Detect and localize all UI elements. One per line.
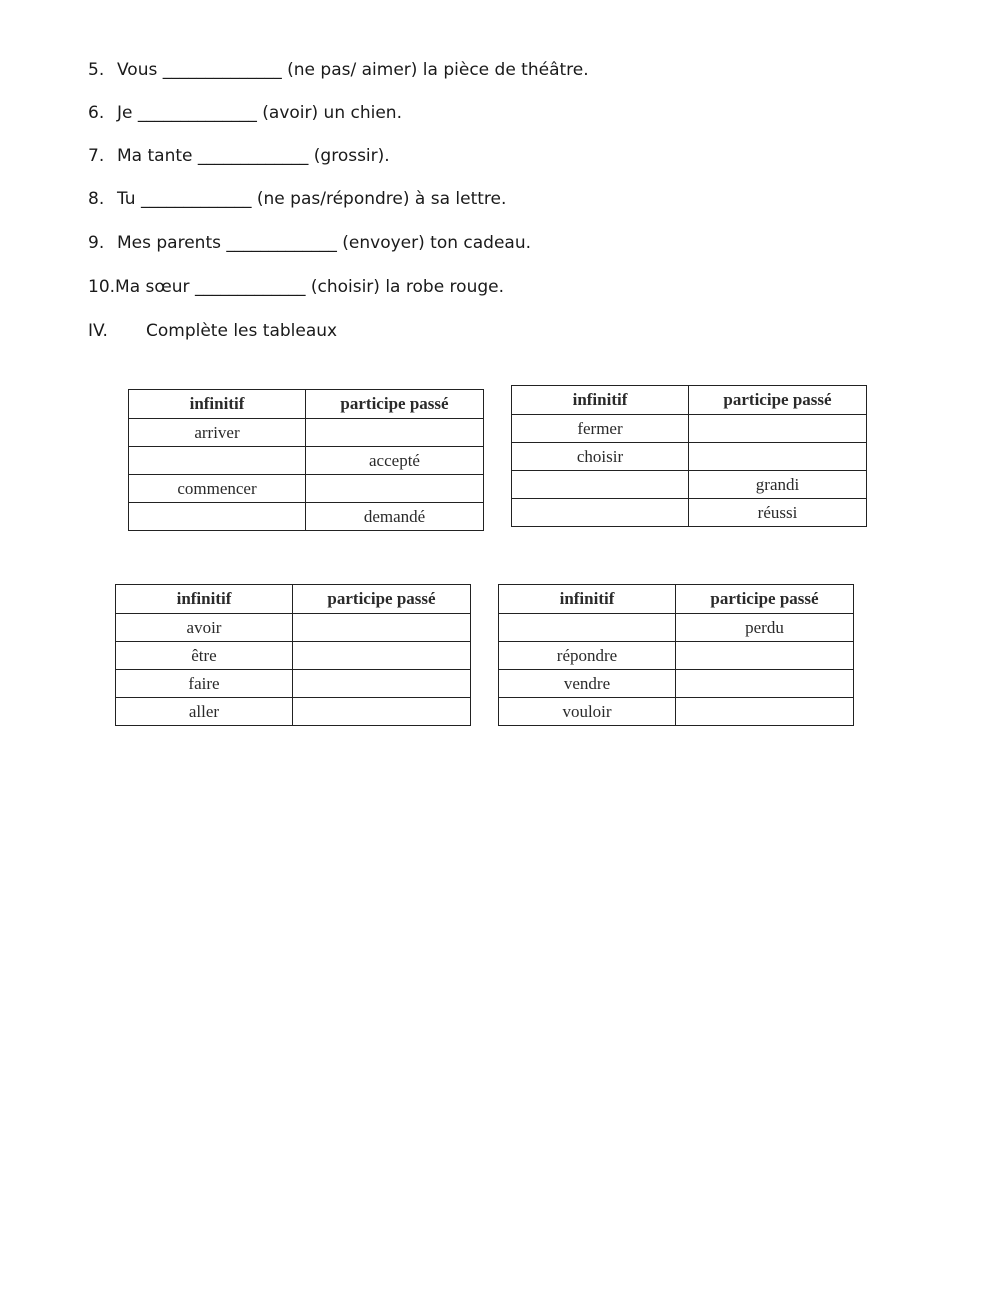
verb-table-4 [498, 584, 854, 726]
section-numeral: IV. [88, 321, 108, 341]
table-cell[interactable] [306, 419, 484, 447]
table-row [499, 670, 854, 698]
exercise-text: Tu _____________ (ne pas/répondre) à sa lettre. [117, 189, 507, 209]
column-header-participe: participe passé [293, 585, 471, 614]
exercise-text: Ma tante _____________ (grossir). [117, 146, 390, 166]
table-cell[interactable] [689, 443, 867, 471]
exercise-line [88, 188, 506, 210]
table-cell[interactable]: réussi [689, 499, 867, 527]
table-cell[interactable] [293, 642, 471, 670]
table-cell[interactable] [129, 503, 306, 531]
table-row [116, 642, 471, 670]
table-cell[interactable] [512, 499, 689, 527]
column-header-infinitif: infinitif [499, 585, 676, 614]
section-title: Complète les tableaux [146, 321, 338, 341]
table-cell[interactable] [512, 471, 689, 499]
exercise-line [88, 145, 390, 167]
exercise-line [88, 102, 402, 124]
table-cell[interactable] [293, 670, 471, 698]
table-header-row [512, 386, 867, 415]
exercise-number: 6. [88, 103, 105, 123]
table-cell[interactable]: choisir [512, 443, 689, 471]
column-header-participe: participe passé [689, 386, 867, 415]
table-cell[interactable] [129, 447, 306, 475]
exercise-line [88, 276, 504, 298]
table-cell[interactable]: grandi [689, 471, 867, 499]
exercise-text: Mes parents _____________ (envoyer) ton cadeau. [117, 233, 532, 253]
table-row [499, 698, 854, 726]
exercise-text: Ma sœur _____________ (choisir) la robe rouge. [115, 277, 504, 297]
table-row [512, 471, 867, 499]
exercise-text: Je ______________ (avoir) un chien. [117, 103, 402, 123]
table-cell[interactable]: accepté [306, 447, 484, 475]
table-cell[interactable] [676, 642, 854, 670]
table-row [512, 499, 867, 527]
table-row [129, 419, 484, 447]
table-row [116, 698, 471, 726]
column-header-infinitif: infinitif [512, 386, 689, 415]
table-row [129, 503, 484, 531]
table-cell[interactable] [676, 698, 854, 726]
table-cell[interactable]: commencer [129, 475, 306, 503]
column-header-infinitif: infinitif [129, 390, 306, 419]
table-cell[interactable] [676, 670, 854, 698]
table-row [129, 447, 484, 475]
exercise-text: Vous ______________ (ne pas/ aimer) la pièce de théâtre. [117, 60, 589, 80]
table-cell[interactable] [689, 415, 867, 443]
table-row [512, 443, 867, 471]
table-cell[interactable] [293, 614, 471, 642]
table-row [116, 670, 471, 698]
exercise-line [88, 232, 531, 254]
exercise-number: 9. [88, 233, 105, 253]
table-cell[interactable] [499, 614, 676, 642]
verb-table-2 [511, 385, 867, 527]
table-cell[interactable]: vendre [499, 670, 676, 698]
exercise-number: 10. [88, 277, 116, 297]
table-cell[interactable]: être [116, 642, 293, 670]
table-cell[interactable]: aller [116, 698, 293, 726]
table-header-row [116, 585, 471, 614]
table-row [499, 614, 854, 642]
exercise-number: 7. [88, 146, 105, 166]
table-header-row [129, 390, 484, 419]
table-cell[interactable]: demandé [306, 503, 484, 531]
table-cell[interactable]: fermer [512, 415, 689, 443]
table-cell[interactable]: vouloir [499, 698, 676, 726]
table-cell[interactable]: faire [116, 670, 293, 698]
table-cell[interactable]: perdu [676, 614, 854, 642]
table-row [512, 415, 867, 443]
table-cell[interactable] [306, 475, 484, 503]
verb-table-3 [115, 584, 471, 726]
table-row [129, 475, 484, 503]
table-row [499, 642, 854, 670]
table-header-row [499, 585, 854, 614]
column-header-infinitif: infinitif [116, 585, 293, 614]
table-cell[interactable] [293, 698, 471, 726]
table-cell[interactable]: avoir [116, 614, 293, 642]
exercise-line [88, 59, 589, 81]
table-row [116, 614, 471, 642]
verb-table-1 [128, 389, 484, 531]
table-cell[interactable]: répondre [499, 642, 676, 670]
column-header-participe: participe passé [676, 585, 854, 614]
exercise-number: 5. [88, 60, 105, 80]
section-heading [88, 320, 337, 342]
exercise-number: 8. [88, 189, 105, 209]
table-cell[interactable]: arriver [129, 419, 306, 447]
column-header-participe: participe passé [306, 390, 484, 419]
